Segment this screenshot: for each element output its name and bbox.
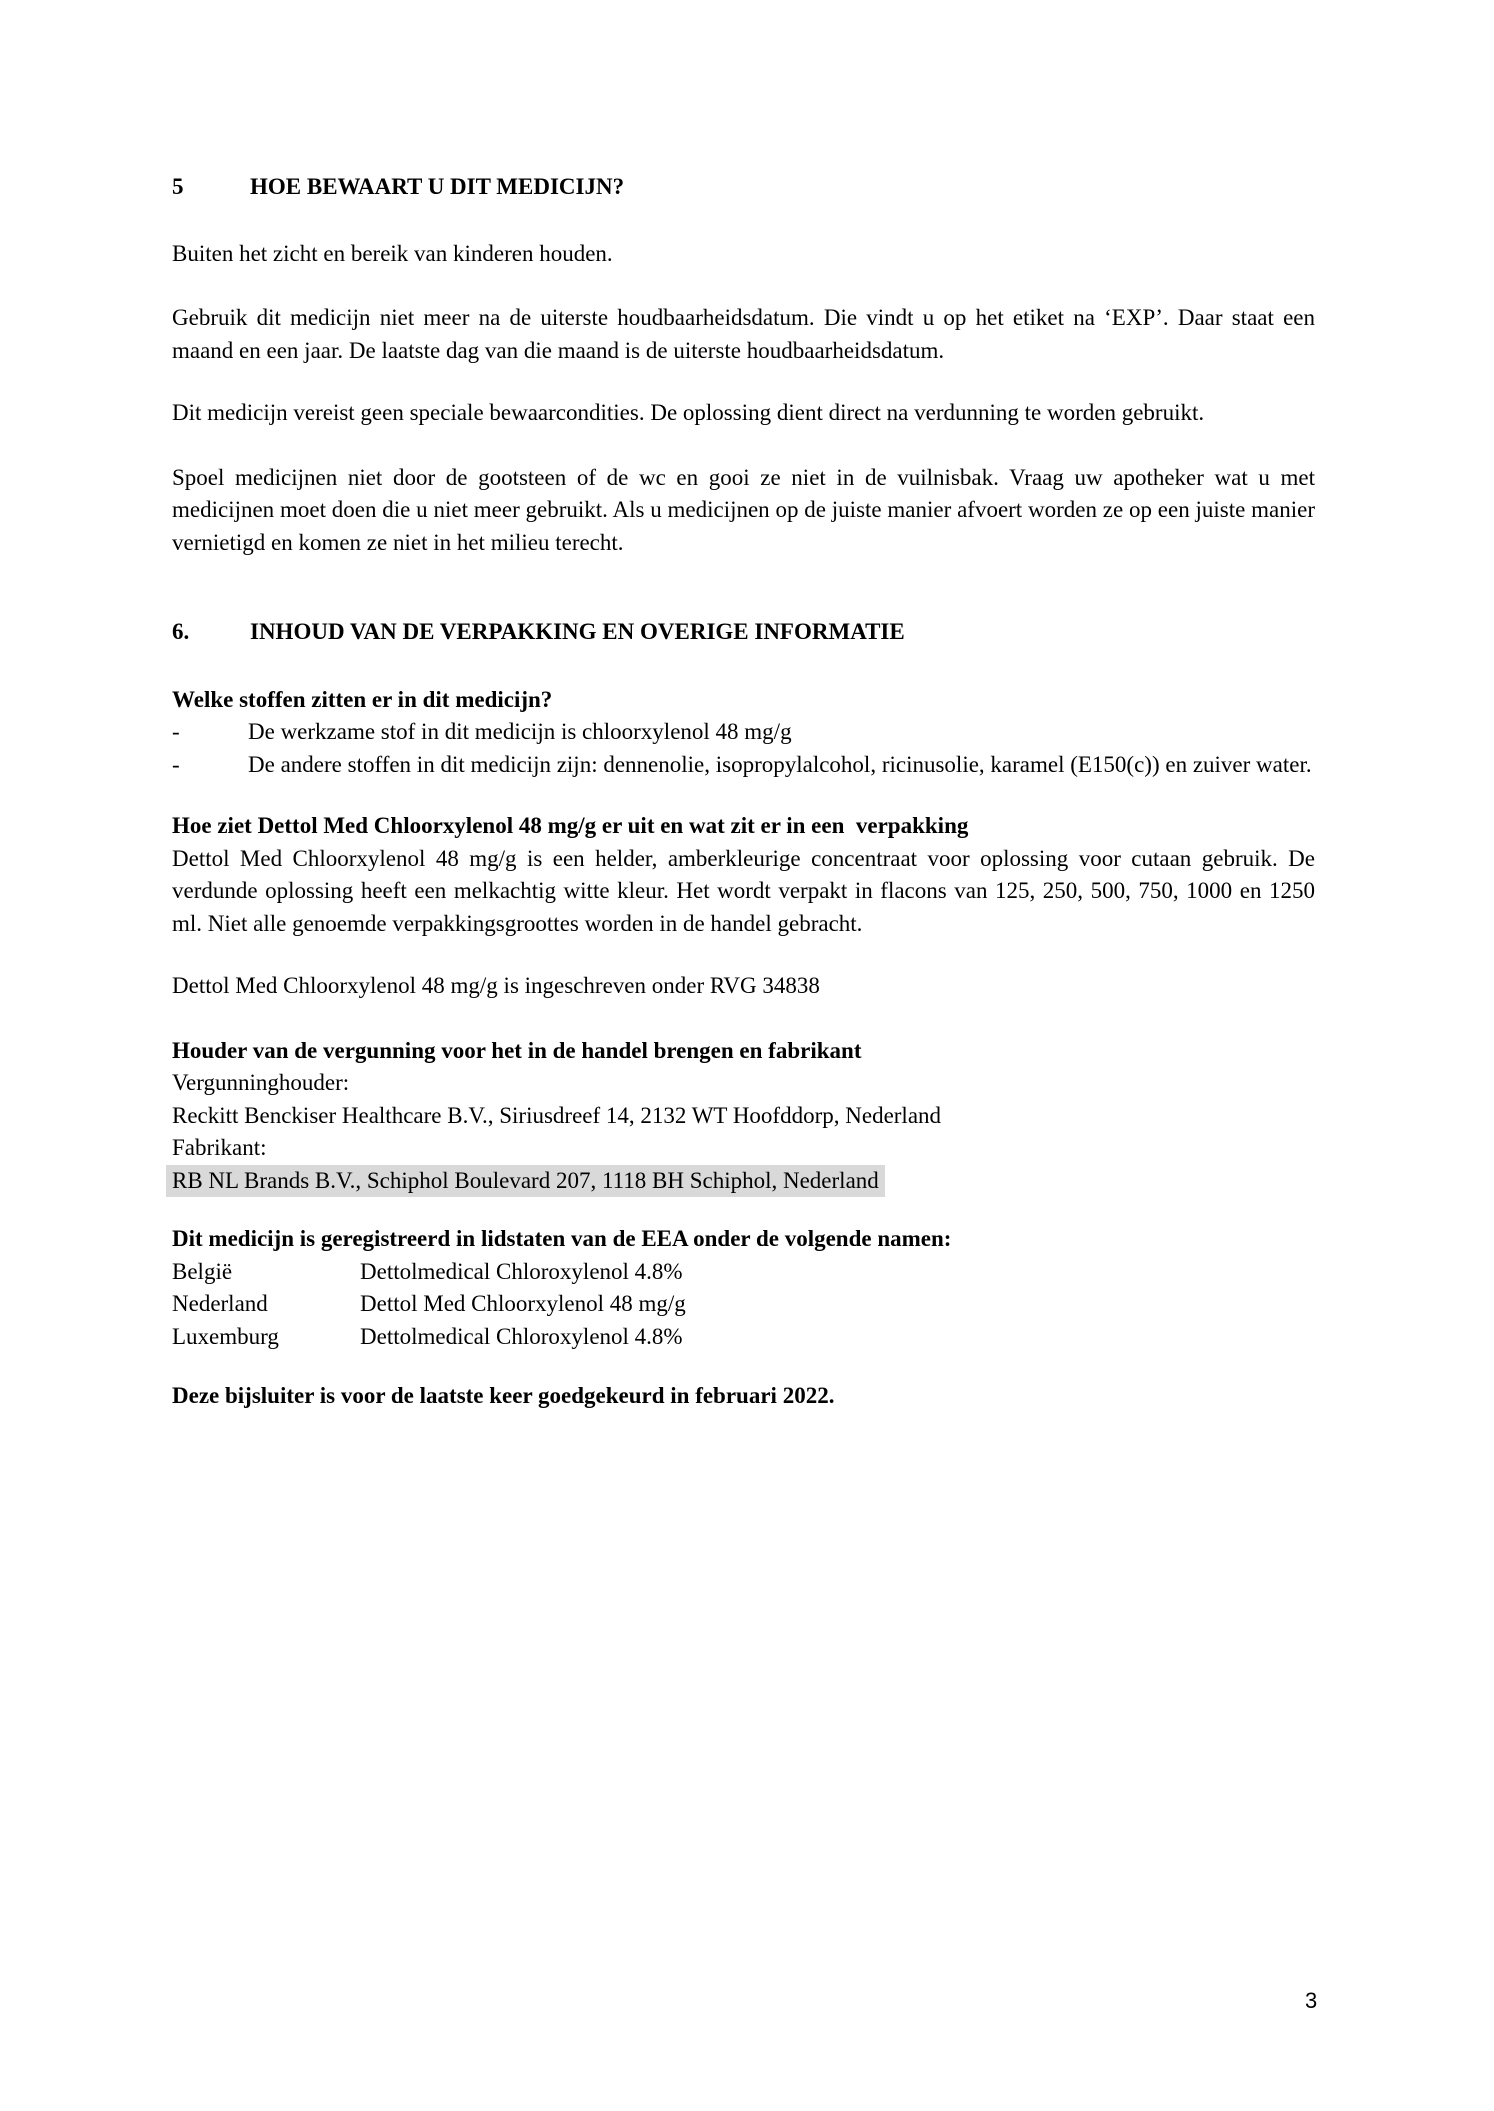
ingredient-list — [172, 716, 1315, 781]
manufacturer-highlighted-text: RB NL Brands B.V., Schiphol Boulevard 207, 1118 BH Schiphol, Nederland — [166, 1165, 885, 1198]
license-block — [172, 1067, 1315, 1197]
product-name: Dettol Med Chloorxylenol 48 mg/g — [360, 1291, 686, 1316]
bullet-dash: - — [172, 751, 180, 777]
paragraph-disposal: Spoel medicijnen niet door de gootsteen of de wc en gooi ze niet in de vuilnisbak. Vraag uw apotheker wat u met medicijnen moet doen die u niet meer gebruikt. Als u medicijnen op de juiste manier afvoert worden ze op een juiste manier vernietigd en komen ze niet in het milieu terecht. — [172, 464, 1315, 555]
country-name: Nederland — [172, 1291, 268, 1316]
appearance-paragraph: Dettol Med Chloorxylenol 48 mg/g is een helder, amberkleurige concentraat voor oplossing voor cutaan gebruik. De verdunde oplossing heeft een melkachtig witte kleur. Het wordt verpakt in flacons van 125, 250, 500, 750, 1000 en 1250 ml. Niet alle genoemde verpakkingsgroottes worden in de handel gebracht. — [172, 845, 1315, 936]
manufacturer-line — [172, 1165, 1315, 1198]
ingredient-item-other — [172, 749, 1315, 782]
paragraph-keep-out-of-reach: Buiten het zicht en bereik van kinderen houden. — [172, 240, 613, 266]
section-5-number: 5 — [172, 174, 184, 199]
manufacturer-label: Fabrikant: — [172, 1135, 267, 1160]
country-name: Luxemburg — [172, 1323, 279, 1349]
country-name: België — [172, 1258, 233, 1284]
section-6-heading — [172, 616, 1315, 649]
section-5-heading — [172, 171, 1315, 204]
registration-row — [172, 1288, 1315, 1321]
bullet-dash: - — [172, 719, 180, 744]
registration-table — [172, 1256, 1315, 1354]
paragraph-storage-conditions: Dit medicijn vereist geen speciale bewaarcondities. De oplossing dient direct na verdunning te worden gebruikt. — [172, 400, 1205, 425]
license-holder-label: Vergunninghouder: — [172, 1070, 350, 1095]
rvg-registration-line: Dettol Med Chloorxylenol 48 mg/g is ingeschreven onder RVG 34838 — [172, 973, 820, 998]
appearance-heading: Hoe ziet Dettol Med Chloorxylenol 48 mg/g er uit en wat zit er in een verpakking — [172, 813, 969, 838]
section-6-title: INHOUD VAN DE VERPAKKING EN OVERIGE INFORMATIE — [250, 619, 905, 644]
license-heading: Houder van de vergunning voor het in de handel brengen en fabrikant — [172, 1037, 862, 1063]
composition-heading: Welke stoffen zitten er in dit medicijn? — [172, 686, 553, 712]
registration-row — [172, 1256, 1315, 1289]
registration-heading: Dit medicijn is geregistreerd in lidstaten van de EEA onder de volgende namen: — [172, 1226, 952, 1251]
registration-row — [172, 1321, 1315, 1354]
leaflet-content — [172, 0, 1315, 1413]
section-5-title: HOE BEWAART U DIT MEDICIJN? — [250, 174, 625, 199]
license-holder-line: Reckitt Benckiser Healthcare B.V., Siriusdreef 14, 2132 WT Hoofddorp, Nederland — [172, 1102, 942, 1128]
section-6-number: 6. — [172, 619, 190, 644]
paragraph-expiry-date: Gebruik dit medicijn niet meer na de uiterste houdbaarheidsdatum. Die vindt u op het etiket na ‘EXP’. Daar staat een maand en een jaar. De laatste dag van die maand is de uiterste houdbaarheidsdatum. — [172, 305, 1315, 363]
product-name: Dettolmedical Chloroxylenol 4.8% — [360, 1258, 683, 1284]
product-name: Dettolmedical Chloroxylenol 4.8% — [360, 1323, 683, 1349]
ingredient-text: De werkzame stof in dit medicijn is chloorxylenol 48 mg/g — [248, 719, 792, 744]
ingredient-text: De andere stoffen in dit medicijn zijn: dennenolie, isopropylalcohol, ricinusolie, karamel (E150(c)) en zuiver water. — [248, 751, 1312, 777]
ingredient-item-active — [172, 716, 1315, 749]
approval-statement: Deze bijsluiter is voor de laatste keer goedgekeurd in februari 2022. — [172, 1383, 835, 1408]
page-number: 3 — [1305, 1988, 1318, 2013]
